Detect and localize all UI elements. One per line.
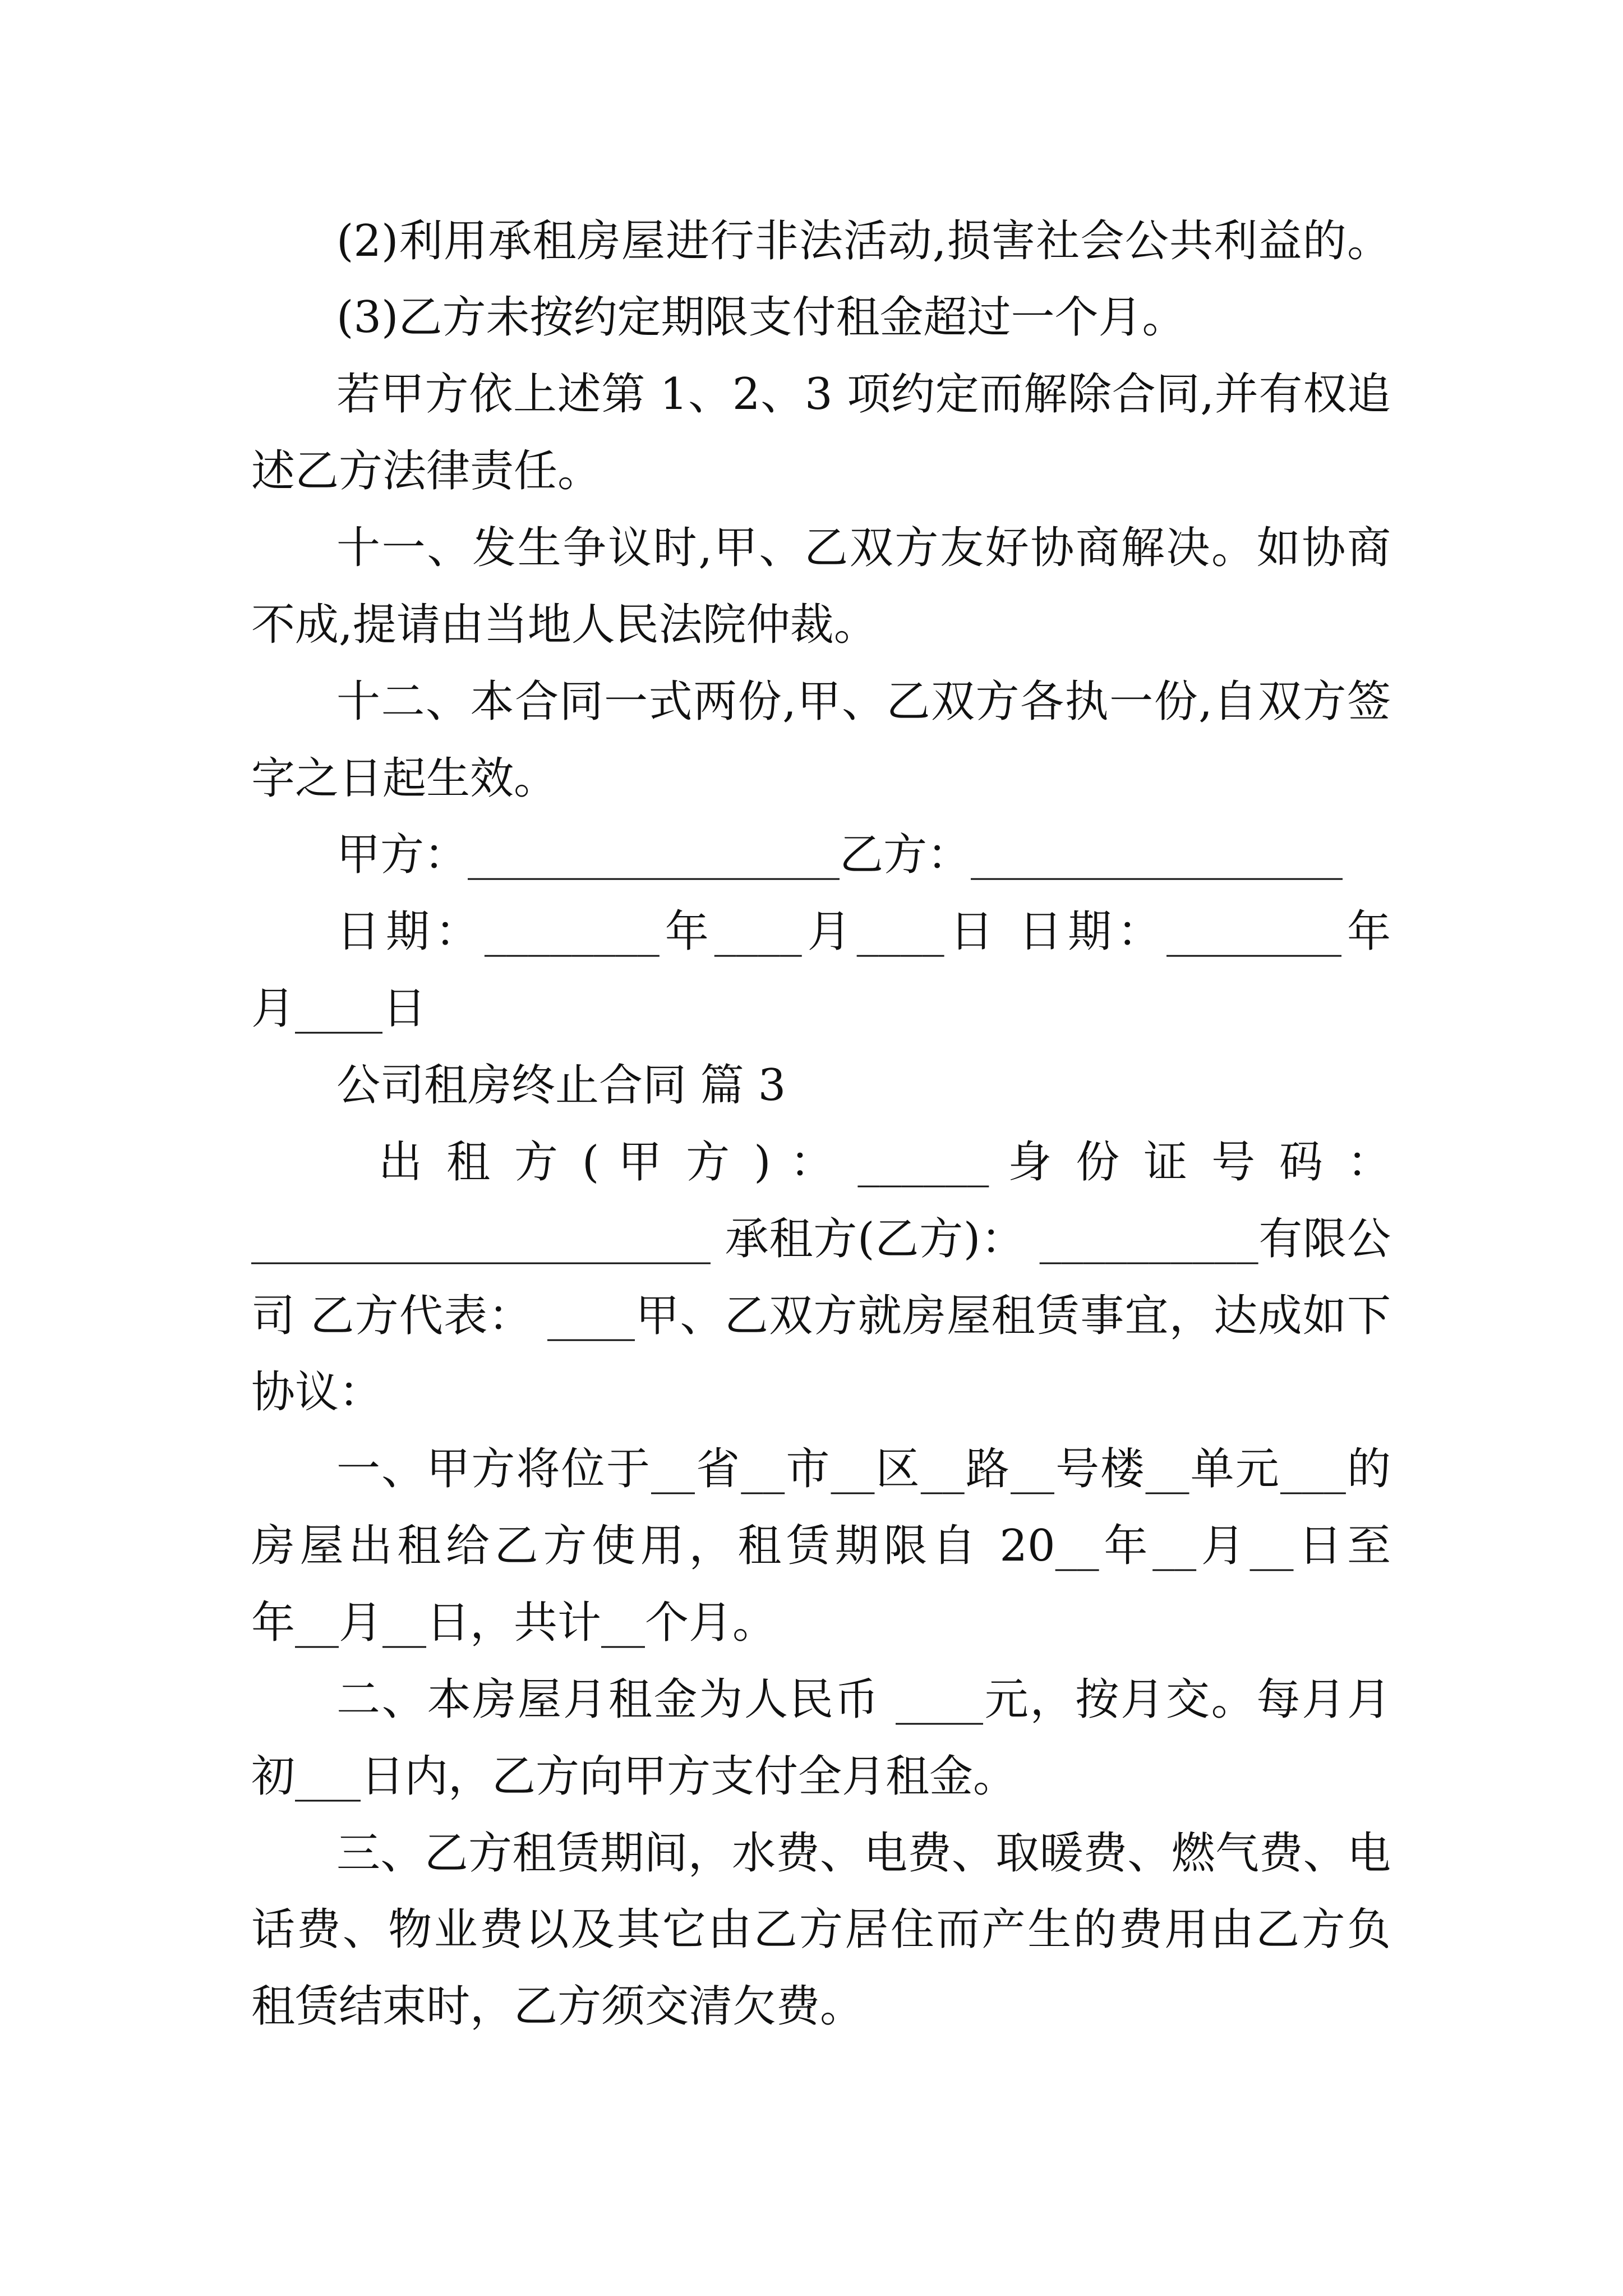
clause-10-item-3: (3)乙方未按约定期限支付租金超过一个月。 — [336, 292, 1186, 343]
clause-10-item-2: (2)利用承租房屋进行非法活动,损害社会公共利益的。 — [336, 216, 1391, 266]
date-line-2: 月____日 — [251, 983, 427, 1034]
clause-10-note-line-1: 若甲方依上述第 1、2、3 项约定而解除合同,并有权追 — [336, 369, 1391, 420]
date-line-1: 日期：________年____月____日 日期：________年 — [336, 907, 1391, 957]
clause-12-line-1: 十二、本合同一式两份,甲、乙双方各执一份,自双方签 — [336, 677, 1391, 727]
article-1-line-2: 房屋出租给乙方使用，租赁期限自 20__年__月__日至 — [251, 1521, 1391, 1571]
article-1-line-1: 一、甲方将位于__省__市__区__路__号楼__单元___的 — [336, 1444, 1391, 1494]
representative-line: 司 乙方代表： ____甲、乙双方就房屋租赁事宜，达成如下 — [251, 1291, 1391, 1341]
clause-11-line-1: 十一、发生争议时,甲、乙双方友好协商解决。如协商 — [336, 523, 1391, 573]
clause-12-line-2: 字之日起生效。 — [251, 753, 558, 804]
signature-line: 甲方：_________________乙方：_________________ — [336, 830, 1343, 880]
lessee-line: _____________________ 承租方(乙方)： __________有限公 — [251, 1214, 1391, 1264]
article-2-line-1: 二、本房屋月租金为人民币 ____元，按月交。每月月 — [336, 1674, 1391, 1725]
article-2-line-2: 初___日内，乙方向甲方支付全月租金。 — [251, 1751, 1017, 1802]
article-3-line-2: 话费、物业费以及其它由乙方居住而产生的费用由乙方负 — [251, 1904, 1391, 1955]
lessor-line: 出 租 方 ( 甲 方 ) ： ______ 身 份 证 号 码 ： — [379, 1137, 1391, 1188]
clause-11-line-2: 不成,提请由当地人民法院仲裁。 — [251, 600, 878, 650]
article-3-line-1: 三、乙方租赁期间，水费、电费、取暖费、燃气费、电 — [336, 1828, 1391, 1879]
section-title: 公司租房终止合同 篇 3 — [336, 1060, 786, 1111]
article-1-line-3: 年__月__日，共计__个月。 — [251, 1598, 777, 1648]
clause-10-note-line-2: 述乙方法律责任。 — [251, 446, 602, 496]
article-3-line-3: 租赁结束时，乙方须交清欠费。 — [251, 1981, 864, 2032]
agreement-intro: 协议： — [251, 1367, 383, 1418]
